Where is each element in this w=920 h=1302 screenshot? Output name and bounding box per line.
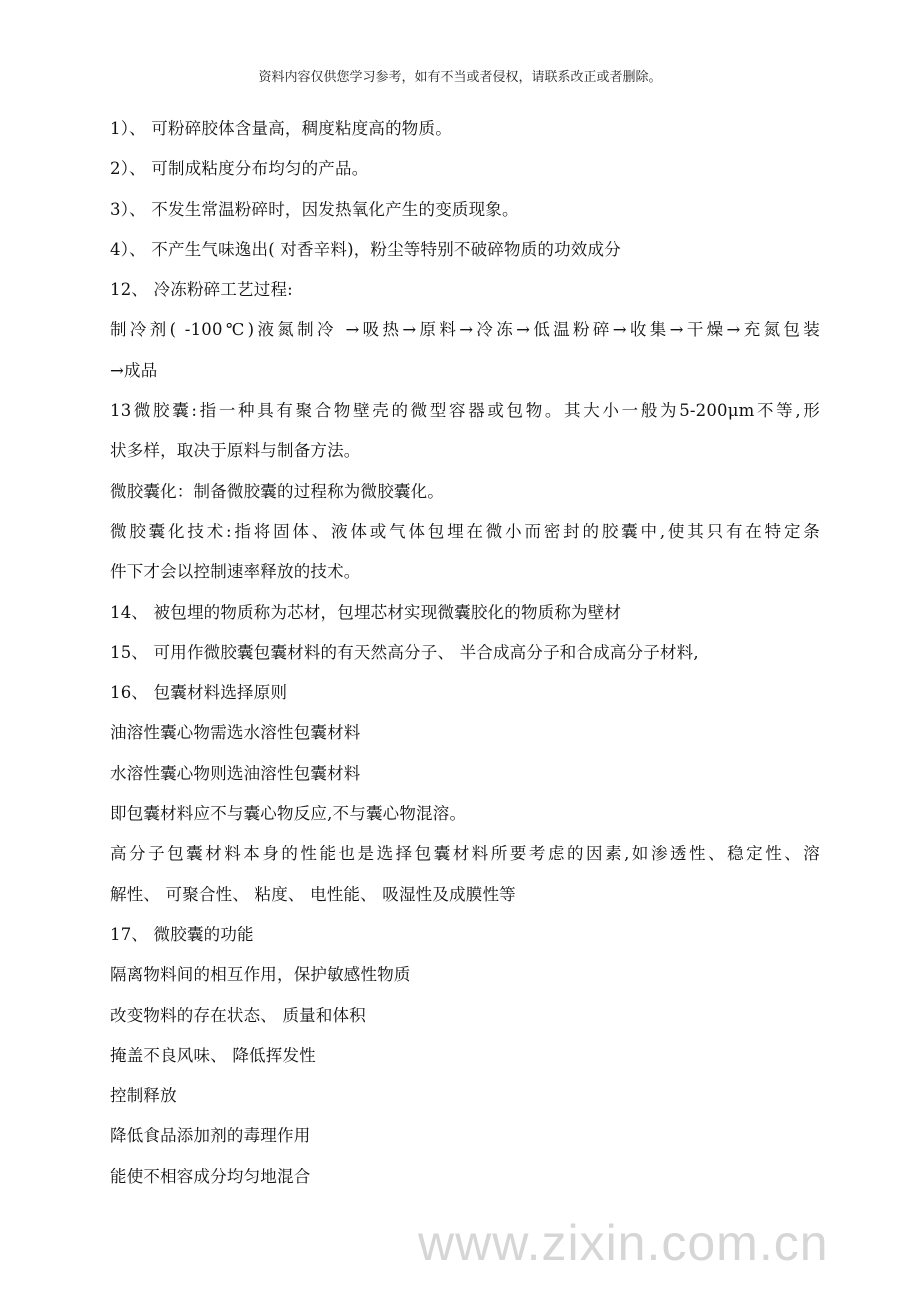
text-line: 4）、 不产生气味逸出( 对香辛料)，粉尘等特别不破碎物质的功效成分: [110, 239, 621, 259]
text-line: 油溶性囊心物需选水溶性包囊材料: [110, 723, 361, 743]
text-line: 制冷剂( -100℃)液氮制冷 →吸热→原料→冷冻→低温粉碎→收集→干燥→充氮包装: [110, 320, 820, 340]
text-line: 14、 被包埋的物质称为芯材，包埋芯材实现微囊胶化的物质称为壁材: [110, 602, 622, 622]
text-line: 状多样，取决于原料与制备方法。: [110, 441, 361, 461]
text-line: 能使不相容成分均匀地混合: [110, 1166, 311, 1186]
page-header-disclaimer: 资料内容仅供您学习参考，如有不当或者侵权，请联系改正或者删除。: [258, 70, 662, 85]
text-line: 控制释放: [110, 1086, 177, 1106]
text-line: 15、 可用作微胶囊包囊材料的有天然高分子、 半合成高分子和合成高分子材料,: [110, 642, 699, 662]
text-line: 隔离物料间的相互作用，保护敏感性物质: [110, 965, 411, 985]
text-line: 微胶囊化：制备微胶囊的过程称为微胶囊化。: [110, 481, 444, 501]
text-line: 微胶囊化技术:指将固体、液体或气体包埋在微小而密封的胶囊中,使其只有在特定条: [110, 521, 820, 541]
text-line: 掩盖不良风味、 降低挥发性: [110, 1045, 316, 1065]
text-line: 水溶性囊心物则选油溶性包囊材料: [110, 763, 361, 783]
section-heading: 17、 微胶囊的功能: [110, 924, 254, 944]
text-line: 13微胶囊:指一种具有聚合物壁壳的微型容器或包物。其大小一般为5-200μm不等,形: [110, 401, 820, 421]
text-line: →成品: [110, 360, 158, 380]
section-heading: 12、 冷冻粉碎工艺过程:: [110, 280, 293, 300]
text-line: 高分子包囊材料本身的性能也是选择包囊材料所要考虑的因素,如渗透性、稳定性、溶: [110, 844, 820, 864]
text-line: 降低食品添加剂的毒理作用: [110, 1126, 311, 1146]
text-line: 3）、 不发生常温粉碎时，因发热氧化产生的变质现象。: [110, 199, 519, 219]
document-body: [110, 116, 820, 1204]
text-line: 改变物料的存在状态、 质量和体积: [110, 1005, 366, 1025]
section-heading: 16、 包囊材料选择原则: [110, 683, 288, 703]
text-line: 即包囊材料应不与囊心物反应,不与囊心物混溶。: [110, 804, 467, 824]
watermark: www.zixin.com.cn: [418, 1215, 829, 1271]
text-line: 2）、 可制成粘度分布均匀的产品。: [110, 159, 369, 179]
text-line: 件下才会以控制速率释放的技术。: [110, 562, 361, 582]
text-line: 解性、 可聚合性、 粘度、 电性能、 吸湿性及成膜性等: [110, 884, 516, 904]
text-line: 1）、 可粉碎胶体含量高，稠度粘度高的物质。: [110, 119, 452, 138]
